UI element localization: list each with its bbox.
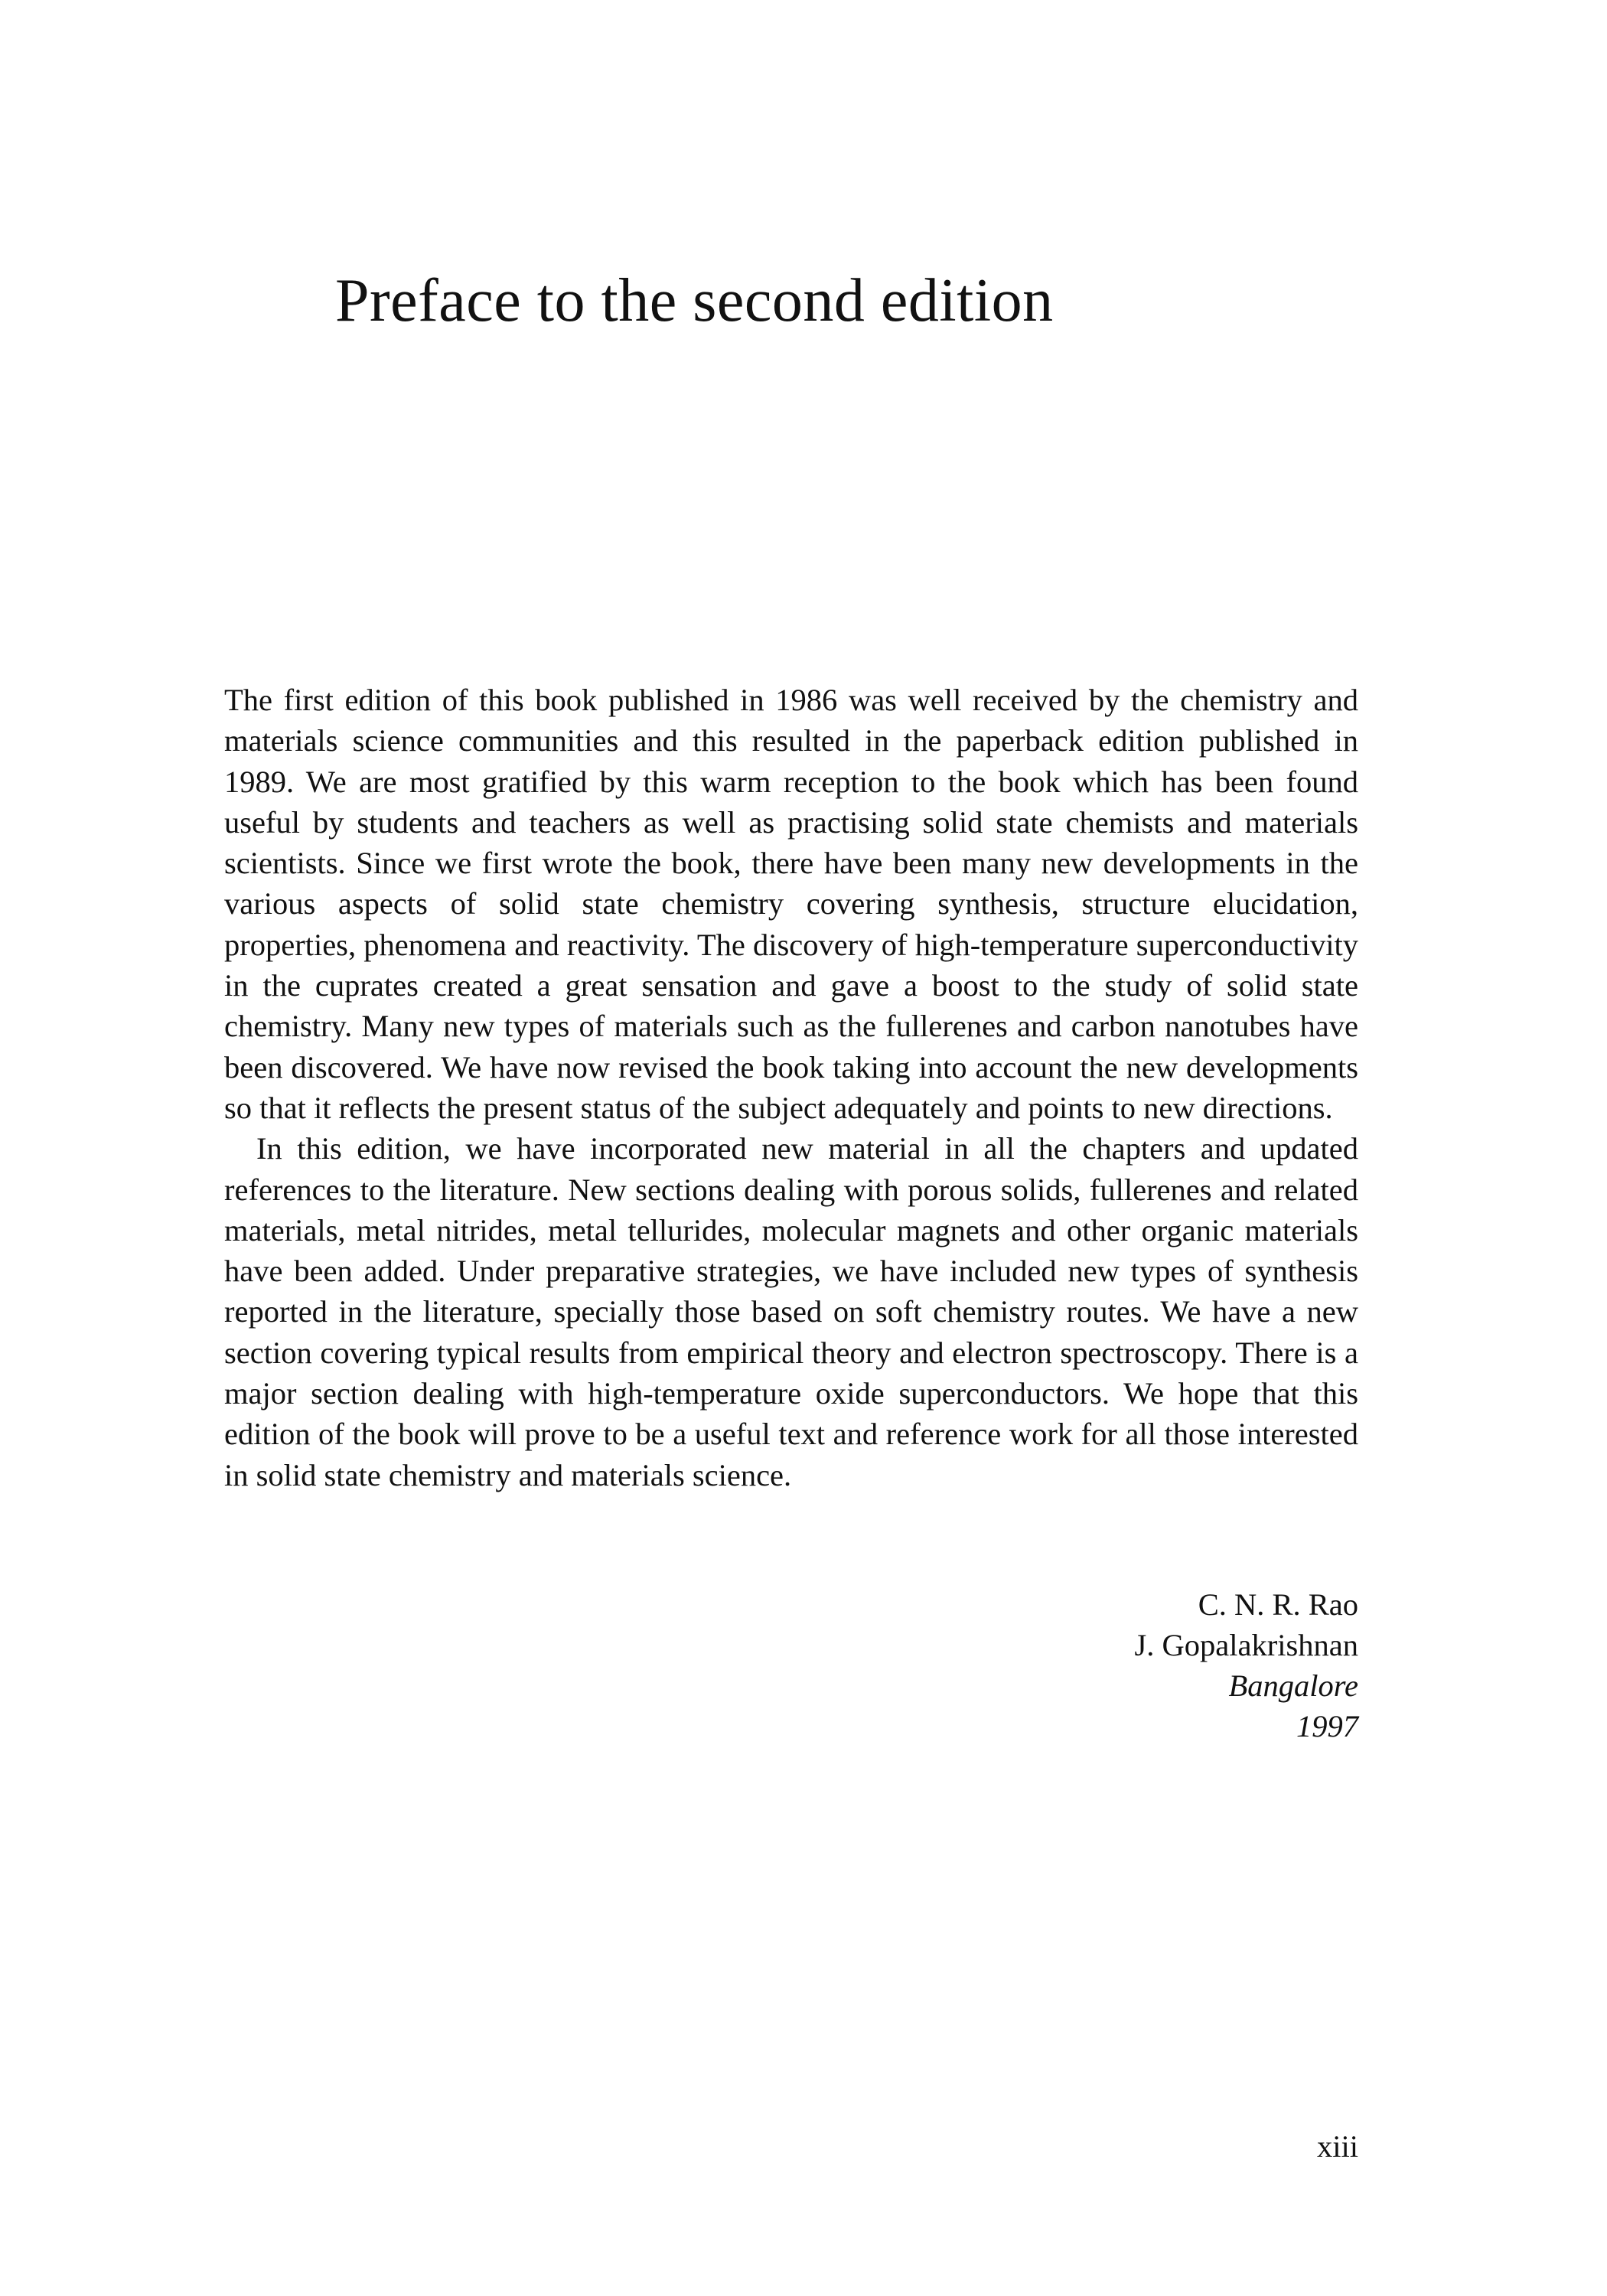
author-name: J. Gopalakrishnan [1134,1628,1358,1662]
page-number: xiii [1316,2129,1358,2164]
paragraph-1: The first edition of this book published in 1986 was well received by the chemistry and materials science communities and this resulted in the paperback edition published in 1989. We are most gratified by this warm reception to the book which has been found useful by students and teachers as well as practising solid state chemists and materials scientists. Since we first wrote the book, there have been many new developments in the various aspects of solid state chemistry covering synthesis, structure elucidation, properties, phenomena and reactivity. The discovery of high-temperature superconductivity in the cuprates created a great sensation and gave a boost to the study of solid state chemistry. Many new types of materials such as the fullerenes and carbon nanotubes have been discovered. We have now revised the book taking into account the new developments so that it reflects the present status of the subject adequately and points to new directions. [224,683,1358,1125]
preface-body [224,680,1358,1495]
signature-block [1135,1584,1358,1746]
signature-year: 1997 [1296,1709,1358,1743]
author-name: C. N. R. Rao [1198,1587,1358,1622]
signature-place: Bangalore [1228,1668,1358,1703]
paragraph-2: In this edition, we have incorporated new material in all the chapters and updated references to the literature. New sections dealing with porous solids, fullerenes and related materials, metal nitrides, metal tellurides, molecular magnets and other organic materials have been added. Under preparative strategies, we have included new types of synthesis reported in the literature, specially those based on soft chemistry routes. We have a new section covering typical results from empirical theory and electron spectroscopy. There is a major section dealing with high-temperature oxide superconductors. We hope that this edition of the book will prove to be a useful text and reference work for all those interested in solid state chemistry and materials science. [224,1131,1358,1492]
page-title: Preface to the second edition [335,267,1054,334]
